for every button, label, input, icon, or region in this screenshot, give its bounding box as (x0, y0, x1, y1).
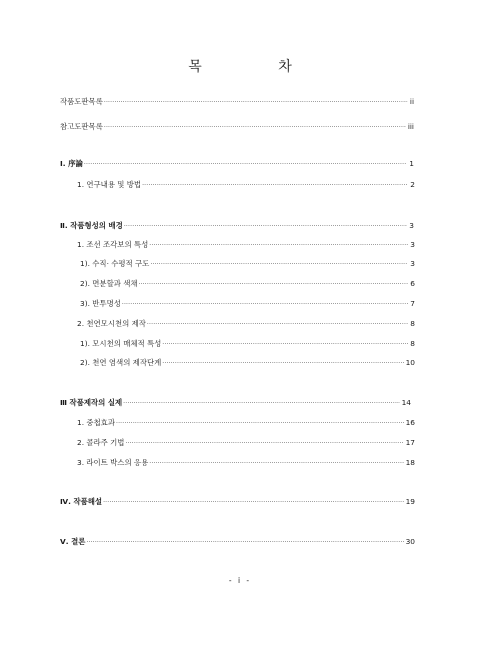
toc-entry-label: 1. 중첩효과 (77, 418, 115, 427)
toc-entry-artwork-list[interactable] (60, 97, 414, 108)
toc-entry-label: 2). 면분할과 색채 (80, 279, 138, 288)
toc-entry-label: 2. 천연모시천의 제작 (77, 319, 146, 328)
dot-leader (125, 439, 403, 449)
toc-entry-3-2[interactable] (77, 438, 415, 449)
toc-entry-label: 참고도판목록 (60, 122, 103, 131)
dot-leader (122, 300, 408, 310)
toc-entry-page: 3 (409, 221, 414, 230)
toc-entry-3-3[interactable] (77, 458, 415, 469)
dot-leader (142, 181, 408, 191)
toc-entry-page: 18 (405, 458, 415, 467)
toc-entry-page: 17 (405, 438, 415, 447)
toc-entry-label: 2. 콜라주 기법 (77, 438, 125, 447)
dot-leader (124, 222, 407, 232)
toc-entry-label: 1). 수직· 수평적 구도 (80, 259, 150, 268)
toc-entry-2-1[interactable] (77, 240, 415, 251)
dot-leader (162, 359, 403, 369)
toc-entry-page: ii (409, 97, 414, 106)
toc-entry-page: 1 (409, 159, 414, 168)
toc-entry-label: 2). 천연 염색의 제작단계 (80, 358, 162, 367)
toc-entry-page: 16 (405, 418, 415, 427)
toc-entry-label: 3). 반투명성 (80, 299, 121, 308)
toc-entry-label: Ⅱ. 작품형성의 배경 (60, 221, 123, 230)
toc-title: 목 차 (188, 59, 328, 75)
dot-leader (149, 241, 408, 251)
dot-leader (86, 538, 403, 548)
dot-leader (149, 459, 403, 469)
toc-entry-label: 작품도판목록 (60, 97, 103, 106)
toc-entry-2-1-3[interactable] (80, 299, 415, 310)
toc-entry-chapter-5[interactable] (60, 537, 415, 548)
toc-entry-reference-list[interactable] (60, 122, 414, 133)
dot-leader (162, 340, 408, 350)
toc-entry-2-2[interactable] (77, 319, 415, 330)
toc-entry-label: 1. 조선 조각보의 특성 (77, 240, 149, 249)
dot-leader (147, 320, 408, 330)
toc-entry-page: iii (407, 122, 414, 131)
dot-leader (84, 160, 407, 170)
toc-entry-2-2-2[interactable] (80, 358, 415, 369)
toc-entry-label: Ⅳ. 작품해설 (60, 497, 103, 506)
toc-entry-2-1-1[interactable] (80, 259, 415, 270)
toc-entry-page: 10 (405, 358, 415, 367)
toc-entry-chapter-3[interactable] (60, 398, 411, 409)
toc-entry-page: 8 (410, 319, 415, 328)
dot-leader (104, 98, 408, 108)
toc-entry-label: Ⅴ. 결론 (60, 537, 86, 546)
toc-entry-page: 7 (410, 299, 415, 308)
dot-leader (138, 280, 408, 290)
toc-entry-label: 1). 모시천의 매체적 특성 (80, 339, 162, 348)
page-number: - i - (228, 576, 252, 585)
toc-entry-page: 14 (401, 398, 411, 407)
toc-entry-label: Ⅲ 작품제작의 실제 (60, 398, 123, 407)
dot-leader (123, 399, 399, 409)
toc-entry-page: 2 (410, 180, 415, 189)
toc-entry-chapter-4[interactable] (60, 497, 415, 508)
toc-entry-label: 3. 라이트 박스의 응용 (77, 458, 149, 467)
toc-entry-2-1-2[interactable] (80, 279, 415, 290)
toc-entry-chapter-1[interactable] (60, 159, 414, 170)
toc-entry-1-1[interactable] (77, 180, 415, 191)
dot-leader (116, 419, 404, 429)
toc-entry-3-1[interactable] (77, 418, 415, 429)
toc-entry-chapter-2[interactable] (60, 221, 414, 232)
toc-entry-page: 30 (405, 537, 415, 546)
toc-entry-page: 3 (410, 240, 415, 249)
toc-entry-label: 1. 연구내용 및 방법 (77, 180, 142, 189)
dot-leader (104, 123, 406, 133)
dot-leader (103, 498, 404, 508)
toc-entry-label: Ⅰ. 序論 (60, 159, 83, 168)
dot-leader (150, 260, 408, 270)
toc-entry-page: 8 (410, 339, 415, 348)
toc-entry-page: 19 (405, 497, 415, 506)
toc-entry-2-2-1[interactable] (80, 339, 415, 350)
toc-entry-page: 6 (410, 279, 415, 288)
toc-entry-page: 3 (410, 259, 415, 268)
